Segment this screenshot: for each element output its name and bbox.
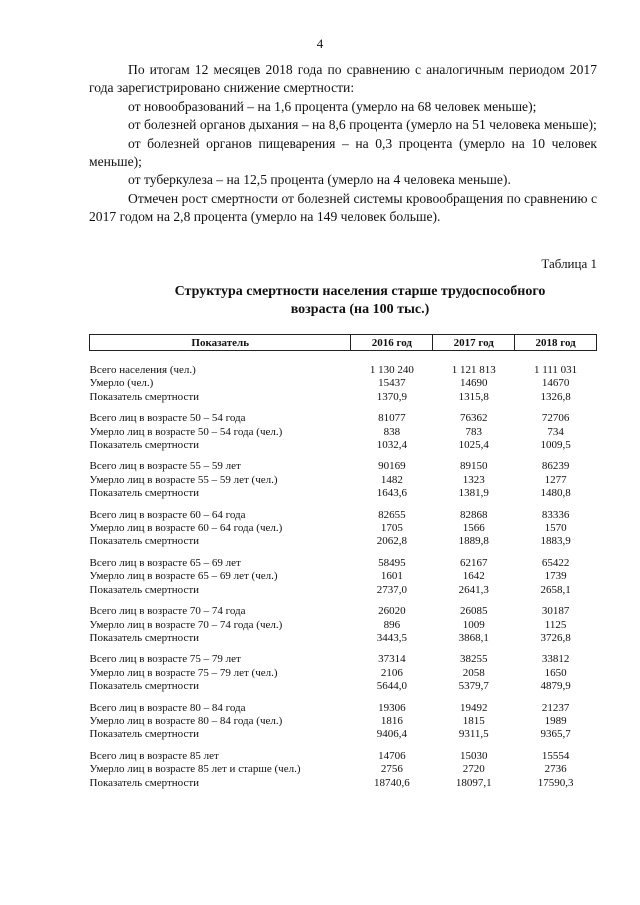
cell-value: 1 130 240 (369, 364, 414, 376)
cell-value: 86239 (541, 460, 570, 473)
table-row (90, 728, 597, 741)
group-gap (90, 452, 597, 460)
table-row (90, 460, 597, 473)
table-row (90, 680, 597, 693)
table-row (90, 391, 597, 404)
row-label: Показатель смертности (89, 487, 200, 500)
table-row (90, 715, 597, 728)
table-row (90, 619, 597, 632)
table-row (90, 487, 597, 500)
cell-value: 1482 (380, 473, 403, 486)
cell-value: 2756 (380, 763, 403, 776)
row-label: Показатель смертности (89, 680, 200, 693)
cell-value: 1 111 031 (533, 364, 578, 376)
table-row (90, 426, 597, 439)
cell-value: 1601 (380, 570, 403, 583)
cell-value: 58495 (378, 556, 406, 569)
cell-value: 734 (547, 425, 564, 438)
cell-value: 1643,6 (376, 487, 408, 500)
cell-value: 18097,1 (455, 776, 492, 789)
cell-value: 2641,3 (458, 583, 489, 596)
row-label: Всего лиц в возрасте 70 – 74 года (89, 605, 246, 618)
table-row (90, 702, 597, 715)
table-row (90, 412, 597, 425)
cell-value: 81077 (378, 412, 406, 425)
row-label: Умерло лиц в возрасте 65 – 69 лет (чел.) (89, 570, 278, 583)
cell-value: 783 (465, 425, 482, 438)
row-label: Умерло лиц в возрасте 80 – 84 года (чел.) (89, 714, 283, 727)
cell-value: 26020 (378, 605, 406, 618)
group-gap (90, 404, 597, 412)
row-label: Показатель смертности (89, 439, 200, 452)
cell-value: 62167 (459, 556, 488, 569)
cell-value: 1315,8 (458, 390, 489, 403)
cell-value: 838 (383, 425, 401, 438)
cell-value: 1277 (544, 473, 567, 486)
cell-value: 18740,6 (374, 776, 410, 789)
cell-value: 2658,1 (540, 583, 571, 596)
cell-value: 1370,9 (376, 390, 408, 403)
cell-value: 89150 (459, 460, 488, 473)
table-row (90, 474, 597, 487)
row-label: Умерло лиц в возрасте 55 – 59 лет (чел.) (89, 473, 278, 486)
row-label: Показатель смертности (89, 631, 200, 644)
cell-value: 1566 (462, 522, 485, 535)
row-label: Умерло (чел.) (89, 377, 154, 390)
table-row (90, 763, 597, 776)
cell-value: 5379,7 (458, 680, 489, 693)
table-body (90, 351, 597, 790)
row-label: Показатель смертности (89, 728, 200, 741)
row-label: Всего лиц в возрасте 80 – 84 года (89, 701, 246, 714)
table-row (90, 509, 597, 522)
table-row (90, 653, 597, 666)
cell-value: 14690 (459, 377, 488, 390)
cell-value: 76362 (459, 412, 488, 425)
cell-value: 1739 (544, 570, 567, 583)
cell-value: 1009,5 (540, 439, 571, 452)
row-label: Показатель смертности (89, 583, 200, 596)
cell-value: 1989 (544, 714, 567, 727)
cell-value: 15030 (459, 749, 488, 762)
cell-value: 65422 (541, 556, 570, 569)
body-text (89, 61, 597, 227)
table-header-row (90, 335, 597, 351)
cell-value: 1570 (544, 522, 567, 535)
row-label: Всего лиц в возрасте 60 – 64 года (89, 508, 246, 521)
cell-value: 1815 (462, 714, 485, 727)
table-spacer (90, 351, 597, 365)
cell-value: 1480,8 (540, 487, 571, 500)
cell-value: 19306 (378, 701, 406, 714)
table-row (90, 584, 597, 597)
table-row (90, 777, 597, 790)
cell-value: 1025,4 (458, 439, 489, 452)
cell-value: 1381,9 (458, 487, 489, 500)
row-label: Всего лиц в возрасте 85 лет (89, 749, 219, 762)
cell-value: 1705 (380, 522, 403, 535)
row-label: Умерло лиц в возрасте 60 – 64 года (чел.) (89, 522, 283, 535)
row-label: Показатель смертности (89, 776, 200, 789)
paragraph: По итогам 12 месяцев 2018 года по сравнению с аналогичным периодом 2017 года зарегистрировано снижение смертности: (89, 62, 597, 96)
cell-value: 3443,5 (376, 631, 408, 644)
cell-value: 72706 (541, 412, 570, 425)
cell-value: 1 121 813 (451, 364, 496, 376)
table-row (90, 605, 597, 618)
cell-value: 17590,3 (537, 776, 574, 789)
cell-value: 1009 (462, 618, 485, 631)
cell-value: 3726,8 (540, 631, 571, 644)
row-label: Показатель смертности (89, 390, 200, 403)
cell-value: 1125 (544, 618, 567, 631)
cell-value: 3868,1 (458, 631, 489, 644)
row-label: Всего лиц в возрасте 50 – 54 года (89, 412, 246, 425)
table-row (90, 557, 597, 570)
row-label: Умерло лиц в возрасте 85 лет и старше (чел.) (89, 763, 301, 776)
cell-value: 2058 (462, 666, 485, 679)
cell-value: 2736 (544, 763, 567, 776)
row-label: Всего лиц в возрасте 55 – 59 лет (89, 460, 241, 473)
cell-value: 9365,7 (540, 728, 571, 741)
row-label: Всего населения (чел.) (89, 364, 196, 376)
table-row (90, 364, 597, 377)
cell-value: 82655 (378, 508, 406, 521)
table-row (90, 535, 597, 548)
cell-value: 19492 (459, 701, 488, 714)
table-label: Таблица 1 (541, 256, 597, 271)
cell-value: 9311,5 (458, 728, 489, 741)
group-gap (90, 645, 597, 653)
paragraph: от болезней органов пищеварения – на 0,3 процента (умерло на 10 человек меньше); (89, 135, 597, 170)
cell-value: 2106 (380, 666, 403, 679)
header-indicator: Показатель (90, 335, 351, 351)
table-row (90, 377, 597, 390)
cell-value: 4879,9 (540, 680, 571, 693)
cell-value: 5644,0 (376, 680, 408, 693)
cell-value: 15437 (378, 377, 406, 390)
cell-value: 21237 (541, 701, 570, 714)
cell-value: 1032,4 (376, 439, 408, 452)
group-gap (90, 597, 597, 605)
table-title: Структура смертности населения старше трудоспособного возраста (на 100 тыс.) (174, 284, 546, 317)
table-row (90, 667, 597, 680)
header-2016: 2016 год (351, 335, 433, 351)
cell-value: 1323 (462, 473, 485, 486)
cell-value: 83336 (541, 508, 570, 521)
table-row (90, 522, 597, 535)
cell-value: 9406,4 (376, 728, 408, 741)
cell-value: 1650 (544, 666, 567, 679)
cell-value: 82868 (459, 508, 488, 521)
group-gap (90, 742, 597, 750)
group-gap (90, 694, 597, 702)
row-label: Всего лиц в возрасте 75 – 79 лет (89, 653, 241, 666)
row-label: Умерло лиц в возрасте 70 – 74 года (чел.) (89, 618, 283, 631)
cell-value: 14706 (378, 749, 406, 762)
table-row (90, 570, 597, 583)
cell-value: 90169 (378, 460, 406, 473)
cell-value: 14670 (541, 377, 570, 390)
paragraph: от болезней органов дыхания – на 8,6 процента (умерло на 51 человека меньше); (128, 117, 597, 133)
cell-value: 26085 (459, 605, 488, 618)
header-2017: 2017 год (433, 335, 515, 351)
cell-value: 33812 (541, 653, 570, 666)
mortality-table (89, 334, 597, 790)
table-row (90, 750, 597, 763)
paragraph: Отмечен рост смертности от болезней системы кровообращения по сравнению с 2017 годом на 2,8 процента (умерло на 149 человек больше). (89, 190, 597, 225)
table-row (90, 439, 597, 452)
row-label: Показатель смертности (89, 535, 200, 548)
cell-value: 30187 (541, 605, 570, 618)
cell-value: 1883,9 (540, 535, 571, 548)
paragraph: от туберкулеза – на 12,5 процента (умерло на 4 человека меньше). (128, 172, 511, 188)
cell-value: 2737,0 (376, 583, 408, 596)
cell-value: 1889,8 (458, 535, 489, 548)
group-gap (90, 549, 597, 557)
row-label: Умерло лиц в возрасте 50 – 54 года (чел.) (89, 425, 283, 438)
cell-value: 38255 (459, 653, 488, 666)
cell-value: 15554 (541, 749, 570, 762)
cell-value: 1642 (462, 570, 485, 583)
cell-value: 2062,8 (376, 535, 408, 548)
row-label: Всего лиц в возрасте 65 – 69 лет (89, 556, 241, 569)
row-label: Умерло лиц в возрасте 75 – 79 лет (чел.) (89, 666, 278, 679)
table-row (90, 632, 597, 645)
cell-value: 2720 (462, 763, 485, 776)
cell-value: 1326,8 (540, 390, 571, 403)
paragraph: от новообразований – на 1,6 процента (умерло на 68 человек меньше); (128, 98, 537, 114)
page-number: 4 (316, 36, 324, 51)
cell-value: 896 (383, 618, 401, 631)
group-gap (90, 501, 597, 509)
cell-value: 37314 (378, 653, 406, 666)
cell-value: 1816 (380, 714, 403, 727)
header-2018: 2018 год (515, 335, 597, 351)
